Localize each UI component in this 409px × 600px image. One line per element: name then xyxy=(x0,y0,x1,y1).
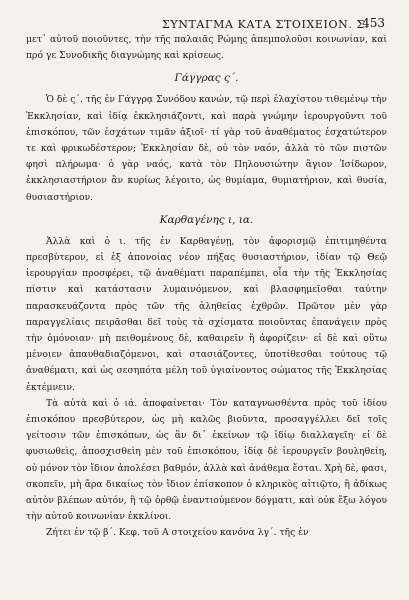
page-number: 453 xyxy=(362,16,385,30)
paragraph-continuation: μετ᾽ αὐτοῦ ποιοῦντες, τὴν τῆς παλαιᾶς Ρώμης ἀπεμπολοῦσι κοινωνίαν, καὶ πρό γε Συνοδικῆς διαγνώμης καὶ κρίσεως. xyxy=(26,34,387,62)
paragraph-carthage-10: Ἀλλὰ καὶ ὁ ι. τῆς ἐν Καρθαγένῃ, τὸν ἀφορισμῷ ἐπιτιμηθέντα πρεσβύτερον, εἰ ἐξ ἀπονοίας νέον πήξας θυσιαστήριον, ἰδίαν τῷ Θεῷ ἱερουργίαν προσφέρει, τῷ ἀναθέματι παραπέμπει, οἷα τὴν τῆς Ἐκκλησίας πίστιν καὶ κατάστασιν λυμαινόμενον, καὶ βλασφημεῖσθαι ταύτην παρασκευάζοντα πρὸς τῶν τῆς ἀληθείας ἐχθρῶν. Πρῶτον μὲν γὰρ παραγγελίαις πειρᾶσθαι δεῖ τοὺς τὰ σχίσματα ποιοῦντας ἐπανάγειν πρὸς τὴν ὁμόνοιαν· μὴ πειθομένους δὲ, καθαιρεῖν ἢ ἀφορίζειν· εἰ δὲ καὶ οὕτω μένοιεν ἀπαυθαδιαζόμενοι, καὶ στασιάζοντες, ὑποτίθεσθαι τούτους τῷ ἀναθέματι, καὶ ὡς σεσηπότα μέλη τοῦ ὑγιαίνοντος σώματος τῆς Ἐκκλησίας ἐκτέμνειν. xyxy=(26,235,387,393)
paragraph-see-also: Ζήτει ἐν τῷ β΄. Κεφ. τοῦ Α στοιχείου κανόνα λγ΄. τῆς ἐν xyxy=(46,527,309,539)
paragraph-gangra: Ὁ δὲ ς΄. τῆς ἐν Γάγγρᾳ Συνόδου κανών, τῷ περὶ ἐλαχίστου τιθεμένῳ τὴν Ἐκκλησίαν, καὶ ἰδίᾳ ἐκκλησιάζοντι, καὶ παρὰ γνώμην ἱερουργοῦντι τοῦ ἐπισκόπου, τῶν ἐσχάτων τιμᾶν ἀξιοῖ· τί γὰρ τοῦ ἀναθέματος ἐσχατώτερον τε καὶ φρικωδέστερον; Ἐκκλησίαν δὲ, οὐ τὸν ναόν, ἀλλὰ τὸ τῶν πιστῶν φησὶ πλήρωμα· ὁ γὰρ ναός, κατὰ τὸν Πηλουσιώτην ἅγιον Ἰσίδωρον, ἐκκλησιαστήριον ἂν κυρίως λέγοιτο, ὡς θυμίαμα, θυμιατήριον, καὶ θυσία, θυσιαστήριον. xyxy=(26,94,387,203)
running-title: ΣΥΝΤΑΓΜΑ ΚΑΤΑ ΣΤΟΙΧΕΙΟΝ. Σ. xyxy=(162,18,370,31)
page-header xyxy=(26,10,387,32)
section-heading-gangra: Γάγγρας ς΄. xyxy=(174,72,239,85)
page-body xyxy=(26,32,387,542)
paragraph-carthage-11: Τὰ αὐτὰ καὶ ὁ ιά. ἀποφαίνεται· Τὸν καταγνωσθέντα πρὸς τοῦ ἰδίου ἐπισκόπου πρεσβύτερον, ὡς μὴ καλῶς βιοῦντα, προσαγγέλλει δεῖ τοῖς γείτοσιν τῶν ἐπισκόπων, ὡς ἂν δι᾽ ἐκείνων τῷ ἰδίῳ διαλλαγεῖη· εἰ δὲ φυσιωθεὶς, ἀποσχισθεὶη μὲν τοῦ ἐπισκόπου, ἰδίᾳ δὲ ἱερουργεῖν βουληθείη, οὐ μόνον τὸν ἴδιον ἀπολέσει βαθμόν, ἀλλὰ καὶ ἀνάθεμα ἔσται. Χρὴ δὲ, φασι, σκοπεῖν, μὴ ἄρα δικαίως τὸν ἴδιον ἐπίσκοπον ὁ κληρικὸς αἰτιῷτο, ἢ ἀδίκως αὐτὸν βλέπων αὐτόν, ἢ τῷ ὀρθῷ ἐναντιούμενον δόγματι, καὶ οὐκ ἔξω λόγου τὴν αὐτοῦ κοινωνίαν ἐκκλίνοι. xyxy=(26,397,387,523)
section-heading-carthage: Καρθαγένης ι, ια. xyxy=(159,213,254,226)
